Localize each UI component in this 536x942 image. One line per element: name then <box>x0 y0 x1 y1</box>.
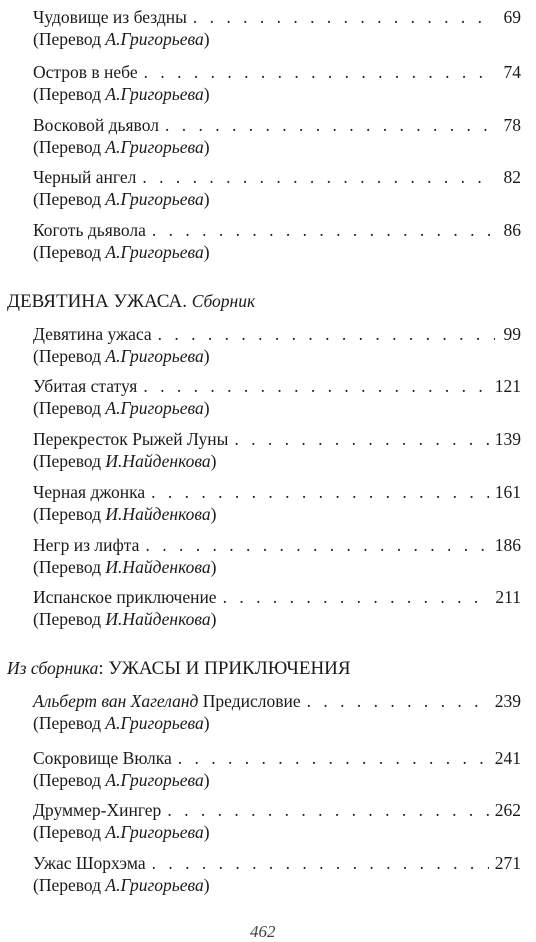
translator-line: (Перевод А.Григорьева) <box>33 84 210 104</box>
leader-dots <box>158 323 495 345</box>
entry-title: Друммер-Хингер <box>33 800 162 820</box>
translator-line: (Перевод А.Григорьева) <box>33 770 210 790</box>
entry-page-number: 121 <box>494 376 521 396</box>
toc-entry <box>33 586 521 630</box>
leader-dots <box>145 534 488 556</box>
translator-prefix: Перевод <box>38 346 106 366</box>
entry-title: Убитая статуя <box>33 376 138 396</box>
section-heading: Из сборника: УЖАСЫ И ПРИКЛЮЧЕНИЯ <box>7 658 351 679</box>
translator-prefix: Перевод <box>38 451 106 471</box>
translator-name: И.Найденкова <box>105 451 211 471</box>
translator-line: (Перевод А.Григорьева) <box>33 29 210 49</box>
leader-dots <box>151 481 489 503</box>
translator-name: А.Григорьева <box>105 713 204 733</box>
toc-entry <box>33 219 521 263</box>
toc-entry <box>33 428 521 472</box>
section-prefix: Из сборника <box>7 658 99 678</box>
translator-line: (Перевод А.Григорьева) <box>33 189 210 209</box>
toc-entry <box>33 747 521 791</box>
toc-entry <box>33 166 521 210</box>
leader-dots <box>234 428 488 450</box>
entry-page-number: 239 <box>494 691 521 711</box>
translator-prefix: Перевод <box>38 137 106 157</box>
translator-prefix: Перевод <box>38 242 106 262</box>
translator-name: А.Григорьева <box>105 770 204 790</box>
toc-entry <box>33 61 521 105</box>
translator-prefix: Перевод <box>38 504 106 524</box>
translator-line: (Перевод А.Григорьева) <box>33 713 210 733</box>
translator-line: (Перевод А.Григорьева) <box>33 822 210 842</box>
entry-author: Альберт ван Хагеланд <box>33 691 199 711</box>
toc-entry <box>33 534 521 578</box>
entry-title: Коготь дьявола <box>33 220 146 240</box>
translator-prefix: Перевод <box>38 189 106 209</box>
entry-page-number: 186 <box>494 535 521 555</box>
entry-page-number: 74 <box>503 62 521 82</box>
entry-title: Черный ангел <box>33 167 137 187</box>
entry-page-number: 69 <box>503 7 521 27</box>
toc-entry <box>33 799 521 843</box>
translator-name: А.Григорьева <box>105 29 204 49</box>
leader-dots <box>307 690 489 712</box>
translator-name: И.Найденкова <box>105 609 211 629</box>
entry-title: Перекресток Рыжей Луны <box>33 429 229 449</box>
toc-entry <box>33 323 521 367</box>
toc-entry <box>33 6 521 50</box>
entry-title: Сокровище Вюлка <box>33 748 172 768</box>
entry-title: Ужас Шорхэма <box>33 853 146 873</box>
translator-line: (Перевод А.Григорьева) <box>33 242 210 262</box>
entry-page-number: 271 <box>494 853 521 873</box>
translator-prefix: Перевод <box>38 822 106 842</box>
toc-entry <box>33 375 521 419</box>
translator-prefix: Перевод <box>38 84 106 104</box>
leader-dots <box>152 852 489 874</box>
translator-prefix: Перевод <box>38 713 106 733</box>
translator-name: А.Григорьева <box>105 398 204 418</box>
translator-line: (Перевод А.Григорьева) <box>33 875 210 895</box>
leader-dots <box>144 61 495 83</box>
toc-entry <box>33 114 521 158</box>
translator-prefix: Перевод <box>38 609 106 629</box>
translator-line: (Перевод И.Найденкова) <box>33 557 217 577</box>
entry-title <box>33 690 301 712</box>
leader-dots <box>178 747 489 769</box>
entry-page-number: 262 <box>494 800 521 820</box>
translator-line: (Перевод И.Найденкова) <box>33 451 217 471</box>
section-title: ДЕВЯТИНА УЖАСА <box>7 291 183 312</box>
translator-name: А.Григорьева <box>105 875 204 895</box>
entry-title: Негр из лифта <box>33 535 140 555</box>
leader-dots <box>142 166 495 188</box>
translator-name: А.Григорьева <box>105 84 204 104</box>
entry-title-text: Предисловие <box>202 691 301 711</box>
translator-name: А.Григорьева <box>105 137 204 157</box>
entry-title: Чудовище из бездны <box>33 7 187 27</box>
translator-prefix: Перевод <box>38 875 106 895</box>
section-heading: ДЕВЯТИНА УЖАСА. Сборник <box>7 291 256 312</box>
entry-title: Девятина ужаса <box>33 324 152 344</box>
entry-page-number: 78 <box>503 115 521 135</box>
entry-title: Испанское приключение <box>33 587 217 607</box>
entry-title: Остров в небе <box>33 62 138 82</box>
leader-dots <box>193 6 495 28</box>
leader-dots <box>167 799 488 821</box>
translator-prefix: Перевод <box>38 29 106 49</box>
entry-page-number: 241 <box>494 748 521 768</box>
leader-dots <box>143 375 488 397</box>
translator-name: А.Григорьева <box>105 242 204 262</box>
translator-name: И.Найденкова <box>105 557 211 577</box>
section-subtitle: Сборник <box>191 291 256 311</box>
entry-title: Черная джонка <box>33 482 146 502</box>
page-number-footer: 462 <box>250 922 276 941</box>
toc-entry <box>33 852 521 896</box>
leader-dots <box>223 586 490 608</box>
translator-line: (Перевод И.Найденкова) <box>33 504 217 524</box>
translator-name: А.Григорьева <box>105 189 204 209</box>
translator-name: А.Григорьева <box>105 822 204 842</box>
entry-page-number: 82 <box>503 167 521 187</box>
toc-entry <box>33 690 521 734</box>
translator-prefix: Перевод <box>38 398 106 418</box>
entry-page-number: 139 <box>494 429 521 449</box>
translator-prefix: Перевод <box>38 770 106 790</box>
translator-line: (Перевод А.Григорьева) <box>33 137 210 157</box>
translator-line: (Перевод И.Найденкова) <box>33 609 217 629</box>
translator-prefix: Перевод <box>38 557 106 577</box>
leader-dots <box>152 219 495 241</box>
toc-entry <box>33 481 521 525</box>
entry-page-number: 161 <box>494 482 521 502</box>
translator-name: А.Григорьева <box>105 346 204 366</box>
leader-dots <box>165 114 495 136</box>
section-title: УЖАСЫ И ПРИКЛЮЧЕНИЯ <box>108 658 351 679</box>
entry-page-number: 99 <box>503 324 521 344</box>
translator-line: (Перевод А.Григорьева) <box>33 398 210 418</box>
translator-name: И.Найденкова <box>105 504 211 524</box>
translator-line: (Перевод А.Григорьева) <box>33 346 210 366</box>
entry-page-number: 86 <box>503 220 521 240</box>
entry-title: Восковой дьявол <box>33 115 159 135</box>
entry-page-number: 211 <box>495 587 521 607</box>
